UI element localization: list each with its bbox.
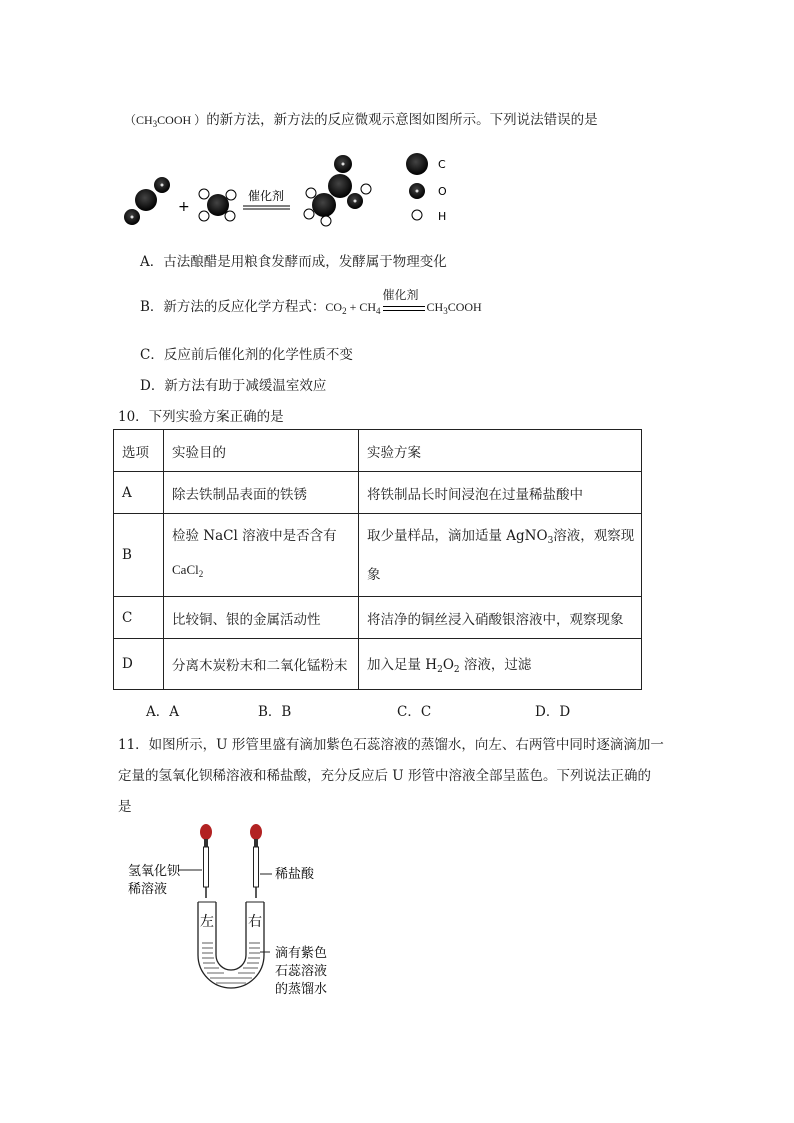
q9-option-b-prefix: B．新方法的反应化学方程式： xyxy=(140,299,326,315)
acetic-acid-formula: （$CH_3COOH$ ） xyxy=(124,113,207,129)
row-b-plan-line2: 象 xyxy=(367,566,381,583)
catalyst-label: 催化剂 xyxy=(248,189,285,203)
row-c-plan: 将洁净的铜丝浸入硝酸银溶液中，观察现象 xyxy=(359,597,642,639)
header-plan: 实验方案 xyxy=(359,430,642,472)
distilled-water-label-3: 的蒸馏水 xyxy=(275,982,328,997)
ch3cooh-molecule xyxy=(304,155,371,226)
h-atom xyxy=(226,190,236,200)
barium-hydroxide-label-2: 稀溶液 xyxy=(128,882,168,897)
q11-line1: 11．如图所示，U 形管里盛有滴加紫色石蕊溶液的蒸馏水，向左、右两管中同时逐滴滴加一 xyxy=(118,737,664,753)
legend-o-label: O xyxy=(438,185,447,198)
table-row xyxy=(114,514,642,597)
right-tube-label: 右 xyxy=(248,914,262,930)
q10-stem: 10．下列实验方案正确的是 xyxy=(118,409,284,425)
row-d-option: D xyxy=(114,639,164,690)
legend-c-atom xyxy=(406,153,428,175)
q10-answer-b: B．B xyxy=(258,704,292,720)
equation-co2: $CO_2 + CH_4$ xyxy=(325,300,381,316)
left-tube-label: 左 xyxy=(200,914,214,930)
u-tube-svg xyxy=(120,820,360,1010)
row-c-option: C xyxy=(114,597,164,639)
ch4-molecule xyxy=(199,189,236,221)
equation-double-line xyxy=(383,306,425,311)
legend-h-label: H xyxy=(438,210,447,223)
row-b-purpose xyxy=(164,514,359,597)
q11-line3: 是 xyxy=(118,799,132,815)
row-b-option: B xyxy=(114,514,164,597)
equation-catalyst-arrow xyxy=(382,287,425,315)
h-atom xyxy=(199,211,209,221)
co2-molecule xyxy=(124,177,170,225)
hydrochloric-acid-label: 稀盐酸 xyxy=(275,867,315,882)
q9-option-c: C．反应前后催化剂的化学性质不变 xyxy=(140,347,353,363)
h-atom xyxy=(199,189,209,199)
header-purpose: 实验目的 xyxy=(164,430,359,472)
row-b-purpose-line1: 检验 NaCl 溶液中是否含有 xyxy=(172,528,337,544)
dropper-bulb xyxy=(250,824,262,840)
atom-legend xyxy=(406,153,447,223)
row-b-plan-line1: 取少量样品，滴加适量 AgNO$_3$溶液，观察现 xyxy=(367,527,635,546)
barium-hydroxide-label: 氢氧化钡 xyxy=(128,864,181,879)
u-tube-inner xyxy=(216,902,246,970)
q10-answer-c: C．C xyxy=(397,704,432,720)
distilled-water-label-2: 石蕊溶液 xyxy=(275,964,328,979)
q9-option-d: D．新方法有助于减缓温室效应 xyxy=(140,378,327,394)
table-row xyxy=(114,597,642,639)
q9-option-a: A．古法酿醋是用粮食发酵而成，发酵属于物理变化 xyxy=(140,254,447,270)
table-row xyxy=(114,472,642,514)
intro-line xyxy=(124,108,598,129)
row-d-plan: 加入足量 $H_2O_2$ 溶液，过滤 xyxy=(359,639,642,690)
row-b-plan xyxy=(359,514,642,597)
row-a-option: A xyxy=(114,472,164,514)
dropper-bulb xyxy=(200,824,212,840)
q10-table xyxy=(113,429,642,690)
legend-c-label: C xyxy=(438,158,446,171)
reaction-diagram xyxy=(118,148,458,233)
left-dropper xyxy=(200,824,212,898)
equation-product: $CH_3COOH$ xyxy=(426,300,482,316)
header-option: 选项 xyxy=(114,430,164,472)
q10-answer-d: D．D xyxy=(535,704,571,720)
row-a-purpose: 除去铁制品表面的铁锈 xyxy=(164,472,359,514)
q11-line2: 定量的氢氧化钡稀溶液和稀盐酸，充分反应后 U 形管中溶液全部呈蓝色。下列说法正确的 xyxy=(118,768,651,784)
table-header-row xyxy=(114,430,642,472)
intro-text: 的新方法，新方法的反应微观示意图如图所示。下列说法错误的是 xyxy=(206,112,598,128)
row-a-plan: 将铁制品长时间浸泡在过量稀盐酸中 xyxy=(359,472,642,514)
distilled-water-label-1: 滴有紫色 xyxy=(275,946,328,961)
right-dropper xyxy=(250,824,262,898)
h-atom xyxy=(225,211,235,221)
row-d-purpose: 分离木炭粉末和二氧化锰粉末 xyxy=(164,639,359,690)
row-b-purpose-line2: CaCl$_2$ xyxy=(172,562,204,579)
q9-option-b xyxy=(140,287,482,316)
equation-catalyst-label: 催化剂 xyxy=(382,287,419,302)
legend-h-atom xyxy=(412,210,422,220)
q10-answer-a: A．A xyxy=(146,704,179,720)
row-c-purpose: 比较铜、银的金属活动性 xyxy=(164,597,359,639)
table-row xyxy=(114,639,642,690)
c-atom xyxy=(135,189,157,211)
u-tube-figure xyxy=(120,820,360,1010)
reaction-diagram-svg xyxy=(118,148,458,233)
plus-sign: + xyxy=(178,199,190,215)
